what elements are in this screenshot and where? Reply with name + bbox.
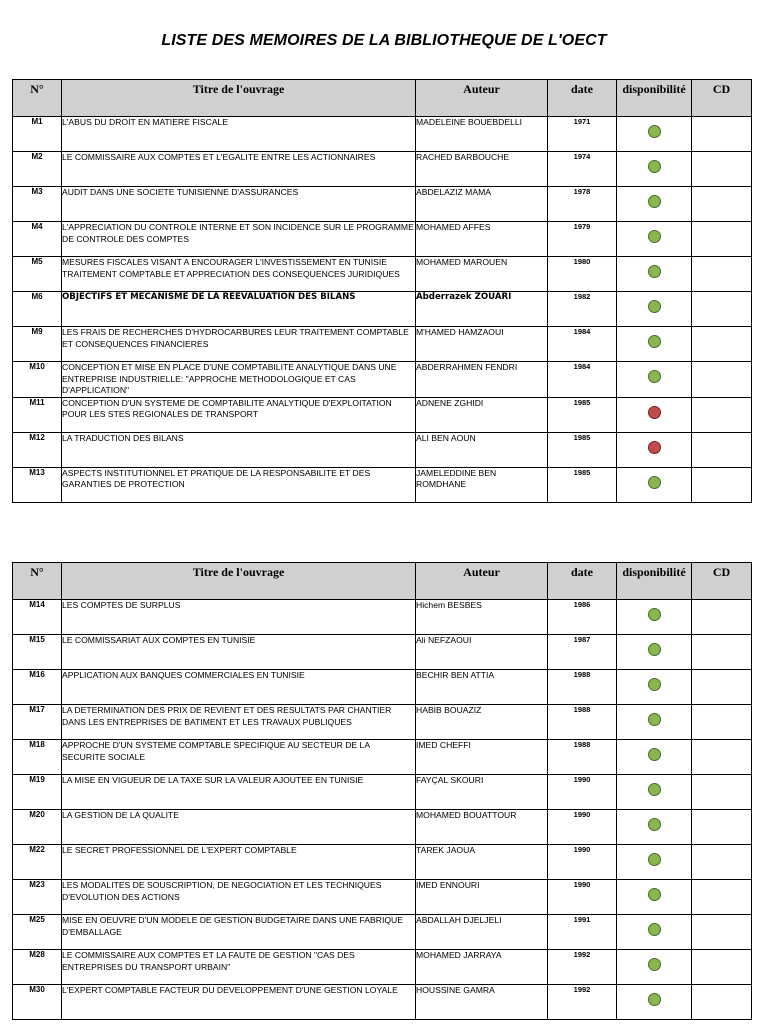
cell-num: M5: [13, 257, 62, 292]
available-status-icon: [648, 748, 661, 761]
cell-date: 1984: [548, 327, 617, 362]
cell-availability: [617, 467, 692, 502]
cell-author: IMED ENNOURI: [416, 880, 548, 915]
cell-cd: [692, 327, 752, 362]
cell-cd: [692, 670, 752, 705]
cell-date: 1991: [548, 915, 617, 950]
cell-availability: [617, 292, 692, 327]
cell-title: APPROCHE D'UN SYSTEME COMPTABLE SPECIFIQUE AU SECTEUR DE LA SECURITE SOCIALE: [62, 740, 416, 775]
cell-cd: [692, 880, 752, 915]
header-availability: disponibilité: [617, 80, 692, 117]
available-status-icon: [648, 783, 661, 796]
table-row: [13, 705, 752, 740]
cell-availability: [617, 187, 692, 222]
cell-author: MOHAMED BOUATTOUR: [416, 810, 548, 845]
cell-author: Ali NEFZAOUI: [416, 635, 548, 670]
cell-cd: [692, 187, 752, 222]
cell-author: Hichem BESBES: [416, 600, 548, 635]
cell-title: LE COMMISSAIRE AUX COMPTES ET L'EGALITE ENTRE LES ACTIONNAIRES: [62, 152, 416, 187]
table-row: [13, 222, 752, 257]
cell-author: ABDELAZIZ MAMA: [416, 187, 548, 222]
cell-num: M3: [13, 187, 62, 222]
header-availability: disponibilité: [617, 563, 692, 600]
cell-num: M13: [13, 467, 62, 502]
cell-num: M30: [13, 985, 62, 1020]
cell-cd: [692, 257, 752, 292]
cell-date: 1985: [548, 467, 617, 502]
cell-title: LA DETERMINATION DES PRIX DE REVIENT ET DES RESULTATS PAR CHANTIER DANS LES ENTREPRISES DE BATIMENT ET LES TRAVAUX PUBLIQUES: [62, 705, 416, 740]
cell-cd: [692, 915, 752, 950]
cell-cd: [692, 950, 752, 985]
cell-num: M23: [13, 880, 62, 915]
cell-availability: [617, 117, 692, 152]
cell-num: M9: [13, 327, 62, 362]
cell-title: LE COMMISSARIAT AUX COMPTES EN TUNISIE: [62, 635, 416, 670]
cell-author: JAMELEDDINE BEN ROMDHANE: [416, 467, 548, 502]
table-row: [13, 362, 752, 398]
cell-date: 1974: [548, 152, 617, 187]
cell-author: RACHED BARBOUCHE: [416, 152, 548, 187]
cell-author: ABDALLAH DJELJELI: [416, 915, 548, 950]
cell-author: MOHAMED AFFES: [416, 222, 548, 257]
cell-availability: [617, 845, 692, 880]
cell-num: M1: [13, 117, 62, 152]
header-date: date: [548, 563, 617, 600]
cell-author: HOUSSINE GAMRA: [416, 985, 548, 1020]
cell-author: Abderrazek ZOUARI: [416, 292, 548, 327]
table-row: [13, 880, 752, 915]
cell-title: CONCEPTION D'UN SYSTEME DE COMPTABILITE ANALYTIQUE D'EXPLOITATION POUR LES STES REGIONALES DE TRANSPORT: [62, 397, 416, 432]
cell-date: 1979: [548, 222, 617, 257]
header-cd: CD: [692, 563, 752, 600]
table-row: [13, 187, 752, 222]
cell-num: M11: [13, 397, 62, 432]
table-row: [13, 432, 752, 467]
page-title: LISTE DES MEMOIRES DE LA BIBLIOTHEQUE DE L'OECT: [161, 32, 607, 49]
cell-title: LA MISE EN VIGUEUR DE LA TAXE SUR LA VALEUR AJOUTEE EN TUNISIE: [62, 775, 416, 810]
table-row: [13, 950, 752, 985]
header-author: Auteur: [416, 563, 548, 600]
cell-date: 1988: [548, 740, 617, 775]
cell-author: TAREK JAOUA: [416, 845, 548, 880]
cell-availability: [617, 705, 692, 740]
cell-cd: [692, 152, 752, 187]
cell-author: FAYÇAL SKOURI: [416, 775, 548, 810]
cell-date: 1985: [548, 397, 617, 432]
cell-cd: [692, 705, 752, 740]
available-status-icon: [648, 265, 661, 278]
cell-author: ALI BEN AOUN: [416, 432, 548, 467]
header-title: Titre de l'ouvrage: [62, 563, 416, 600]
available-status-icon: [648, 888, 661, 901]
table-row: [13, 257, 752, 292]
cell-title: MESURES FISCALES VISANT A ENCOURAGER L'INVESTISSEMENT EN TUNISIE TRAITEMENT COMPTABLE ET APPRECIATION DES CONSEQUENCES JURIDIQUES: [62, 257, 416, 292]
cell-cd: [692, 362, 752, 398]
header-author: Auteur: [416, 80, 548, 117]
available-status-icon: [648, 335, 661, 348]
table-row: [13, 152, 752, 187]
cell-date: 1984: [548, 362, 617, 398]
available-status-icon: [648, 678, 661, 691]
cell-date: 1971: [548, 117, 617, 152]
cell-date: 1980: [548, 257, 617, 292]
cell-title: LE COMMISSAIRE AUX COMPTES ET LA FAUTE DE GESTION "CAS DES ENTREPRISES DU TRANSPORT URBAIN": [62, 950, 416, 985]
cell-availability: [617, 670, 692, 705]
available-status-icon: [648, 125, 661, 138]
available-status-icon: [648, 195, 661, 208]
cell-title: LES FRAIS DE RECHERCHES D'HYDROCARBURES LEUR TRAITEMENT COMPTABLE ET CONSEQUENCES FINANCIERES: [62, 327, 416, 362]
cell-cd: [692, 117, 752, 152]
table-row: [13, 467, 752, 502]
cell-author: ABDERRAHMEN FENDRI: [416, 362, 548, 398]
cell-title: L'EXPERT COMPTABLE FACTEUR DU DEVELOPPEMENT D'UNE GESTION LOYALE: [62, 985, 416, 1020]
memoires-table-2: [12, 562, 752, 1020]
memoires-table-1: [12, 79, 752, 503]
cell-availability: [617, 915, 692, 950]
cell-num: M18: [13, 740, 62, 775]
cell-title: LE SECRET PROFESSIONNEL DE L'EXPERT COMPTABLE: [62, 845, 416, 880]
cell-availability: [617, 810, 692, 845]
cell-date: 1990: [548, 845, 617, 880]
cell-availability: [617, 775, 692, 810]
cell-date: 1990: [548, 775, 617, 810]
cell-num: M22: [13, 845, 62, 880]
table-row: [13, 740, 752, 775]
cell-title: L'APPRECIATION DU CONTROLE INTERNE ET SON INCIDENCE SUR LE PROGRAMME DE CONTROLE DES COMPTES: [62, 222, 416, 257]
header-title: Titre de l'ouvrage: [62, 80, 416, 117]
cell-num: M12: [13, 432, 62, 467]
cell-availability: [617, 432, 692, 467]
cell-num: M4: [13, 222, 62, 257]
cell-availability: [617, 362, 692, 398]
available-status-icon: [648, 300, 661, 313]
cell-cd: [692, 292, 752, 327]
cell-date: 1992: [548, 985, 617, 1020]
cell-date: 1990: [548, 810, 617, 845]
cell-num: M28: [13, 950, 62, 985]
cell-date: 1978: [548, 187, 617, 222]
cell-author: MADELEINE BOUEBDELLI: [416, 117, 548, 152]
available-status-icon: [648, 993, 661, 1006]
cell-date: 1986: [548, 600, 617, 635]
table-row: [13, 327, 752, 362]
cell-cd: [692, 845, 752, 880]
available-status-icon: [648, 818, 661, 831]
cell-availability: [617, 222, 692, 257]
cell-num: M19: [13, 775, 62, 810]
header-num: N°: [13, 563, 62, 600]
cell-cd: [692, 635, 752, 670]
unavailable-status-icon: [648, 406, 661, 419]
cell-num: M15: [13, 635, 62, 670]
cell-cd: [692, 397, 752, 432]
header-cd: CD: [692, 80, 752, 117]
cell-author: HABIB BOUAZIZ: [416, 705, 548, 740]
cell-date: 1990: [548, 880, 617, 915]
cell-availability: [617, 880, 692, 915]
cell-availability: [617, 600, 692, 635]
cell-title: LA TRADUCTION DES BILANS: [62, 432, 416, 467]
cell-availability: [617, 740, 692, 775]
cell-cd: [692, 775, 752, 810]
cell-title: CONCEPTION ET MISE EN PLACE D'UNE COMPTABILITE ANALYTIQUE DANS UNE ENTREPRISE INDUSTRIELLE: "APPROCHE METHODOLOGIQUE ET CAS D'APPLICATION": [62, 362, 416, 398]
cell-author: ADNENE ZGHIDI: [416, 397, 548, 432]
cell-title: OBJECTIFS ET MECANISME DE LA REEVALUATION DES BILANS: [62, 292, 416, 327]
cell-title: ASPECTS INSTITUTIONNEL ET PRATIQUE DE LA RESPONSABILITE ET DES GARANTIES DE PROTECTION: [62, 467, 416, 502]
table-row: [13, 117, 752, 152]
table-row: [13, 775, 752, 810]
cell-num: M2: [13, 152, 62, 187]
table-row: [13, 985, 752, 1020]
cell-title: LA GESTION DE LA QUALITE: [62, 810, 416, 845]
table-row: [13, 845, 752, 880]
table-row: [13, 600, 752, 635]
available-status-icon: [648, 853, 661, 866]
cell-author: BECHIR BEN ATTIA: [416, 670, 548, 705]
cell-num: M20: [13, 810, 62, 845]
cell-availability: [617, 152, 692, 187]
cell-cd: [692, 467, 752, 502]
table-row: [13, 397, 752, 432]
cell-num: M25: [13, 915, 62, 950]
cell-author: MOHAMED JARRAYA: [416, 950, 548, 985]
cell-availability: [617, 257, 692, 292]
cell-availability: [617, 950, 692, 985]
available-status-icon: [648, 476, 661, 489]
available-status-icon: [648, 643, 661, 656]
table-row: [13, 292, 752, 327]
available-status-icon: [648, 230, 661, 243]
cell-date: 1987: [548, 635, 617, 670]
cell-num: M17: [13, 705, 62, 740]
table-row: [13, 810, 752, 845]
cell-title: AUDIT DANS UNE SOCIETE TUNISIENNE D'ASSURANCES: [62, 187, 416, 222]
cell-date: 1988: [548, 670, 617, 705]
header-num: N°: [13, 80, 62, 117]
cell-title: L'ABUS DU DROIT EN MATIERE FISCALE: [62, 117, 416, 152]
cell-date: 1992: [548, 950, 617, 985]
cell-cd: [692, 740, 752, 775]
available-status-icon: [648, 370, 661, 383]
available-status-icon: [648, 608, 661, 621]
cell-title: LES COMPTES DE SURPLUS: [62, 600, 416, 635]
cell-num: M14: [13, 600, 62, 635]
cell-cd: [692, 600, 752, 635]
unavailable-status-icon: [648, 441, 661, 454]
cell-date: 1985: [548, 432, 617, 467]
header-date: date: [548, 80, 617, 117]
table-row: [13, 635, 752, 670]
cell-title: APPLICATION AUX BANQUES COMMERCIALES EN TUNISIE: [62, 670, 416, 705]
cell-availability: [617, 635, 692, 670]
cell-title: LES MODALITES DE SOUSCRIPTION, DE NEGOCIATION ET LES TECHNIQUES D'EVOLUTION DES ACTIONS: [62, 880, 416, 915]
cell-date: 1988: [548, 705, 617, 740]
cell-availability: [617, 985, 692, 1020]
cell-title: MISE EN OEUVRE D'UN MODELE DE GESTION BUDGETAIRE DANS UNE FABRIQUE D'EMBALLAGE: [62, 915, 416, 950]
cell-author: IMED CHEFFI: [416, 740, 548, 775]
cell-num: M10: [13, 362, 62, 398]
cell-date: 1982: [548, 292, 617, 327]
cell-num: M16: [13, 670, 62, 705]
available-status-icon: [648, 713, 661, 726]
available-status-icon: [648, 958, 661, 971]
cell-author: MOHAMED MAROUEN: [416, 257, 548, 292]
cell-availability: [617, 397, 692, 432]
cell-cd: [692, 985, 752, 1020]
cell-cd: [692, 810, 752, 845]
table-row: [13, 670, 752, 705]
cell-cd: [692, 222, 752, 257]
available-status-icon: [648, 160, 661, 173]
cell-num: M6: [13, 292, 62, 327]
cell-author: M'HAMED HAMZAOUI: [416, 327, 548, 362]
table-row: [13, 915, 752, 950]
cell-availability: [617, 327, 692, 362]
cell-cd: [692, 432, 752, 467]
available-status-icon: [648, 923, 661, 936]
